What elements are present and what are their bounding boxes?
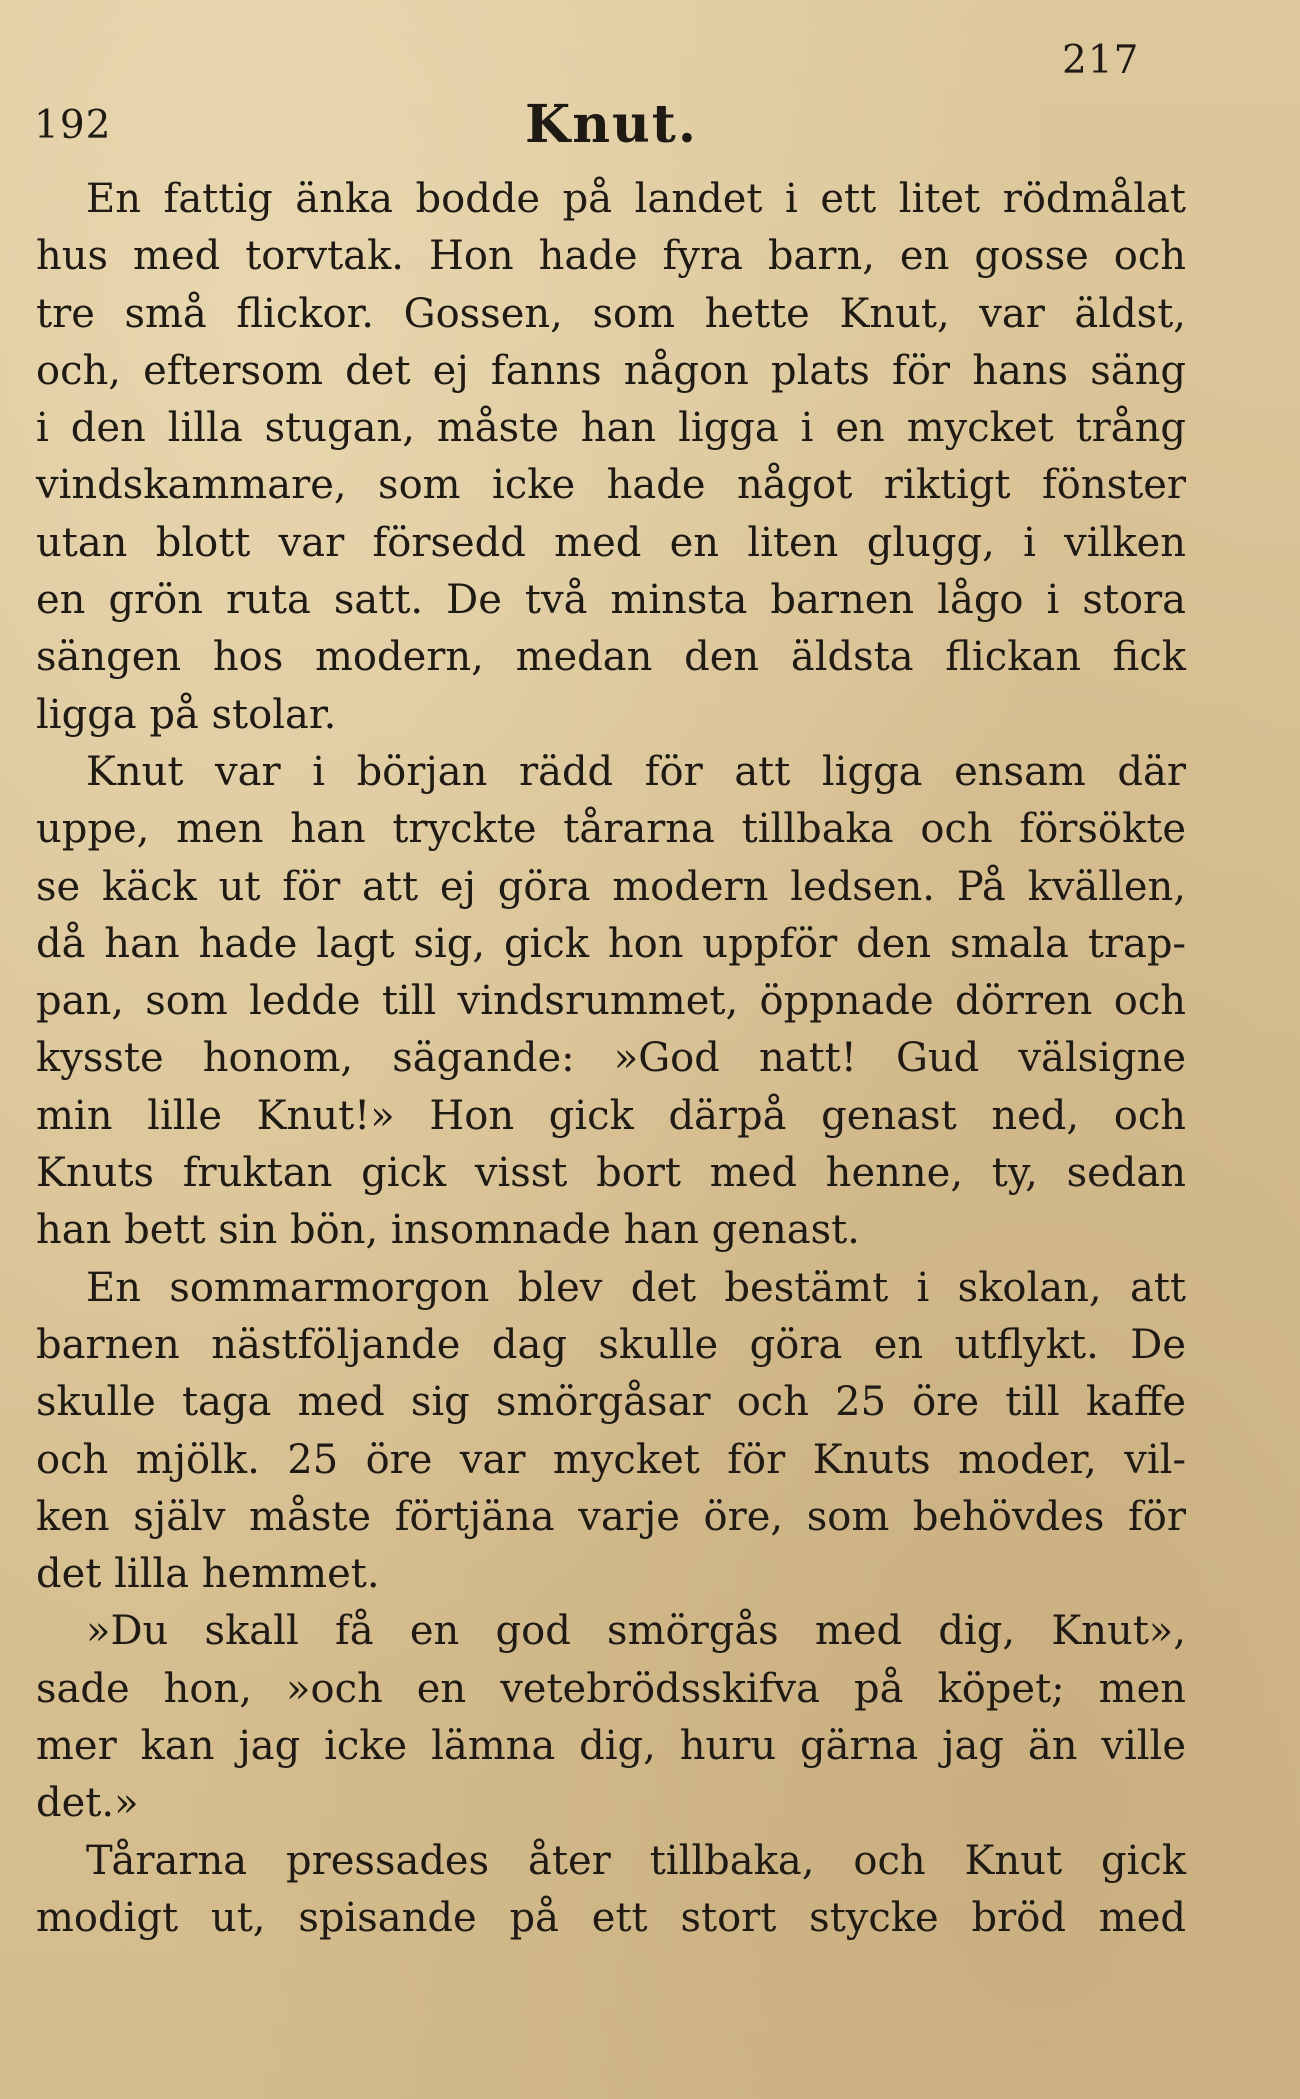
body-text: [36, 171, 1186, 1947]
text-line: och mjölk. 25 öre var mycket för Knuts moder, vil-: [36, 1436, 1186, 1483]
text-line: kysste honom, sägande: »God natt! Gud välsigne: [36, 1035, 1186, 1082]
text-line: Knuts fruktan gick visst bort med henne, ty, sedan: [36, 1150, 1186, 1197]
text-line: barnen nästföljande dag skulle göra en utflykt. De: [36, 1321, 1186, 1368]
text-line: modigt ut, spisande på ett stort stycke bröd med: [36, 1894, 1186, 1941]
text-line: och, eftersom det ej fanns någon plats för hans säng: [36, 347, 1186, 394]
page-number-top: 217: [1062, 38, 1140, 83]
text-line: En sommarmorgon blev det bestämt i skolan, att: [86, 1264, 1186, 1311]
text-line: sade hon, »och en vetebrödsskifva på köpet; men: [36, 1665, 1186, 1712]
text-line: utan blott var försedd med en liten glugg, i vilken: [36, 519, 1186, 566]
text-line: min lille Knut!» Hon gick därpå genast ned, och: [36, 1092, 1186, 1139]
text-line: vindskammare, som icke hade något riktigt fönster: [36, 462, 1186, 509]
text-line: tre små flickor. Gossen, som hette Knut, var äldst,: [36, 290, 1186, 337]
text-line: ligga på stolar.: [36, 691, 337, 738]
text-line: Knut var i början rädd för att ligga ensam där: [86, 748, 1186, 795]
text-line: mer kan jag icke lämna dig, huru gärna jag än ville: [36, 1723, 1186, 1770]
text-line: en grön ruta satt. De två minsta barnen lågo i stora: [36, 577, 1186, 624]
text-line: se käck ut för att ej göra modern ledsen. På kvällen,: [36, 863, 1186, 910]
page-number-left: 192: [34, 103, 112, 148]
text-line: det.»: [36, 1780, 139, 1827]
chapter-title: Knut.: [525, 94, 698, 155]
text-line: sängen hos modern, medan den äldsta flickan fick: [36, 634, 1186, 681]
text-line: han bett sin bön, insomnade han genast.: [36, 1207, 860, 1254]
text-line: hus med torvtak. Hon hade fyra barn, en gosse och: [36, 233, 1186, 280]
text-line: i den lilla stugan, måste han ligga i en mycket trång: [36, 405, 1186, 452]
text-line: pan, som ledde till vindsrummet, öppnade dörren och: [36, 978, 1186, 1025]
text-line: En fattig änka bodde på landet i ett litet rödmålat: [86, 176, 1186, 222]
text-line: Tårarna pressades åter tillbaka, och Knut gick: [86, 1837, 1186, 1884]
text-line: det lilla hemmet.: [36, 1551, 380, 1598]
text-line: ken själv måste förtjäna varje öre, som behövdes för: [36, 1493, 1186, 1540]
text-line: uppe, men han tryckte tårarna tillbaka och försökte: [36, 806, 1186, 853]
text-line: »Du skall få en god smörgås med dig, Knut»,: [86, 1608, 1186, 1655]
text-line: då han hade lagt sig, gick hon uppför den smala trap-: [36, 920, 1186, 967]
text-line: skulle taga med sig smörgåsar och 25 öre till kaffe: [36, 1379, 1186, 1426]
